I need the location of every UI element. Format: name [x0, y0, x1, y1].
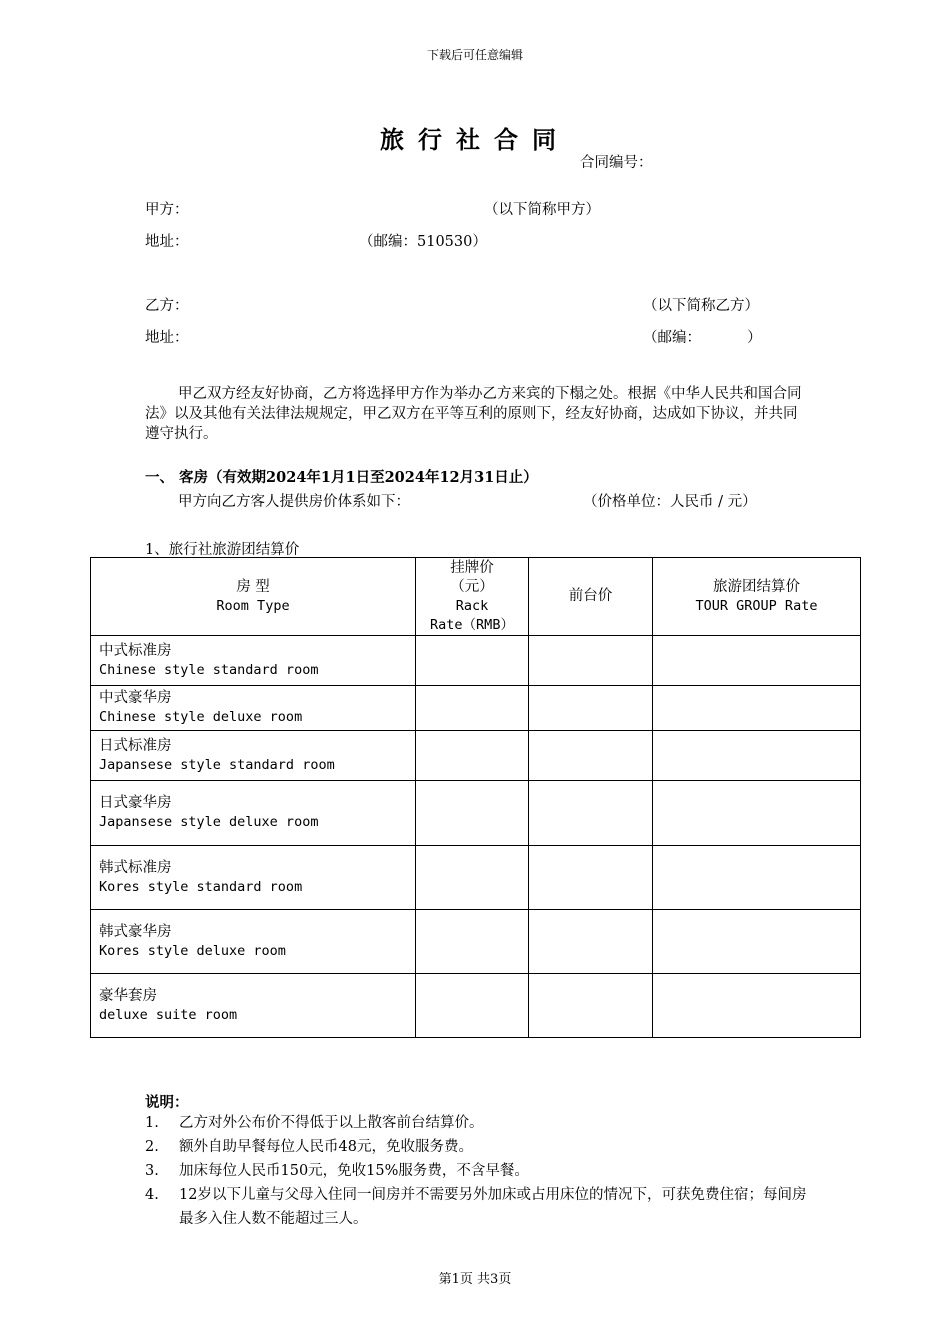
room-type-en: Japansese style standard room [99, 756, 335, 773]
room-type-cell [91, 846, 416, 910]
note-text: 加床每位人民币150元，免收15%服务费，不含早餐。 [179, 1163, 529, 1179]
rack-rate-cell [416, 731, 529, 781]
tour-rate-cell [653, 781, 861, 846]
room-type-cell [91, 731, 416, 781]
tour-rate-cell [653, 731, 861, 781]
header-room-type [91, 558, 416, 636]
rack-rate-cell [416, 910, 529, 974]
room-type-en: deluxe suite room [99, 1006, 238, 1023]
tour-rate-cell [653, 846, 861, 910]
table-row [91, 910, 861, 974]
rack-rate-cell [416, 781, 529, 846]
header-tour-cn: 旅游团结算价 [713, 578, 800, 595]
header-tour-en: TOUR GROUP Rate [695, 597, 818, 614]
room-type-cell [91, 686, 416, 731]
party-b-label: 乙方： [145, 298, 189, 314]
note-number: 4. [145, 1187, 159, 1203]
note-number: 2. [145, 1139, 159, 1155]
front-desk-cell [529, 731, 653, 781]
header-tour-rate [653, 558, 861, 636]
note-item [145, 1135, 819, 1159]
note-number: 3. [145, 1163, 159, 1179]
table-caption: 1、旅行社旅游团结算价 [145, 542, 300, 558]
party-b-alias: （以下简称乙方） [643, 298, 759, 314]
document-title: 旅行社合同 [380, 125, 570, 154]
room-type-en: Chinese style standard room [99, 661, 319, 678]
room-type-cell [91, 974, 416, 1038]
note-item [145, 1183, 819, 1231]
table-row [91, 731, 861, 781]
room-type-cn: 豪华套房 [99, 987, 157, 1004]
note-text: 乙方对外公布价不得低于以上散客前台结算价。 [179, 1115, 484, 1131]
rate-table [90, 557, 861, 1038]
room-type-cell [91, 636, 416, 686]
header-front-desk-label: 前台价 [568, 588, 613, 604]
front-desk-cell [529, 686, 653, 731]
room-type-cn: 中式豪华房 [99, 690, 172, 706]
room-type-cell [91, 781, 416, 846]
header-room-type-en: Room Type [216, 597, 290, 614]
header-rack-en1: Rack [455, 597, 489, 614]
tour-rate-cell [653, 636, 861, 686]
note-item [145, 1159, 819, 1183]
notes-title: 说明： [145, 1094, 189, 1111]
header-room-type-cn: 房 型 [236, 578, 270, 595]
front-desk-cell [529, 781, 653, 846]
table-header-row [91, 558, 861, 636]
rack-rate-cell [416, 974, 529, 1038]
party-a-alias: （以下简称甲方） [484, 202, 600, 218]
header-rack-rate [416, 558, 529, 636]
header-front-desk [529, 558, 653, 636]
front-desk-cell [529, 910, 653, 974]
currency-unit: （价格单位：人民币 / 元） [583, 494, 757, 510]
party-a-address-label: 地址： [145, 234, 189, 250]
tour-rate-cell [653, 974, 861, 1038]
room-type-en: Chinese style deluxe room [99, 709, 303, 725]
party-a-label: 甲方： [145, 202, 189, 218]
room-type-cn: 中式标准房 [99, 642, 172, 659]
table-row [91, 846, 861, 910]
contract-number-label: 合同编号： [580, 155, 653, 171]
tour-rate-cell [653, 910, 861, 974]
front-desk-cell [529, 636, 653, 686]
party-a-postcode: （邮编：510530） [359, 234, 487, 250]
room-type-cn: 日式豪华房 [99, 795, 172, 811]
page-footer: 第1页 共3页 [438, 1272, 512, 1287]
tour-rate-cell [653, 686, 861, 731]
front-desk-cell [529, 974, 653, 1038]
room-type-cell [91, 910, 416, 974]
section-1-heading: 一、 客房（有效期2024年1月1日至2024年12月31日止） [145, 469, 538, 486]
room-type-en: Kores style standard room [99, 878, 303, 895]
table-row [91, 974, 861, 1038]
room-type-en: Japansese style deluxe room [99, 814, 319, 830]
section-1-subline: 甲方向乙方客人提供房价体系如下： [178, 494, 410, 510]
rack-rate-cell [416, 686, 529, 731]
table-row [91, 781, 861, 846]
rack-rate-cell [416, 636, 529, 686]
table-row [91, 686, 861, 731]
header-rack-cn: 挂牌价 [450, 559, 494, 576]
note-text: 12岁以下儿童与父母入住同一间房并不需要另外加床或占用床位的情况下，可获免费住宿；每间房最多入住人数不能超过三人。 [179, 1187, 807, 1227]
note-text: 额外自助早餐每位人民币48元，免收服务费。 [179, 1139, 473, 1155]
room-type-cn: 日式标准房 [99, 737, 172, 754]
header-rack-en2: Rate（RMB） [430, 616, 514, 633]
front-desk-cell [529, 846, 653, 910]
note-item [145, 1111, 819, 1135]
room-type-cn: 韩式豪华房 [99, 923, 172, 940]
intro-paragraph: 甲乙双方经友好协商，乙方将选择甲方作为举办乙方来宾的下榻之处。根据《中华人民共和国合同法》以及其他有关法律法规规定，甲乙双方在平等互利的原则下，经友好协商，达成如下协议，并共同遵守执行。 [145, 386, 802, 442]
party-b-address-label: 地址： [145, 330, 189, 346]
rack-rate-cell [416, 846, 529, 910]
room-type-cn: 韩式标准房 [99, 859, 172, 876]
header-rack-unit: （元） [450, 578, 494, 595]
room-type-en: Kores style deluxe room [99, 942, 286, 959]
party-b-postcode: （邮编： ） [643, 330, 762, 346]
note-number: 1. [145, 1115, 159, 1131]
header-note: 下载后可任意编辑 [426, 48, 523, 62]
table-row [91, 636, 861, 686]
